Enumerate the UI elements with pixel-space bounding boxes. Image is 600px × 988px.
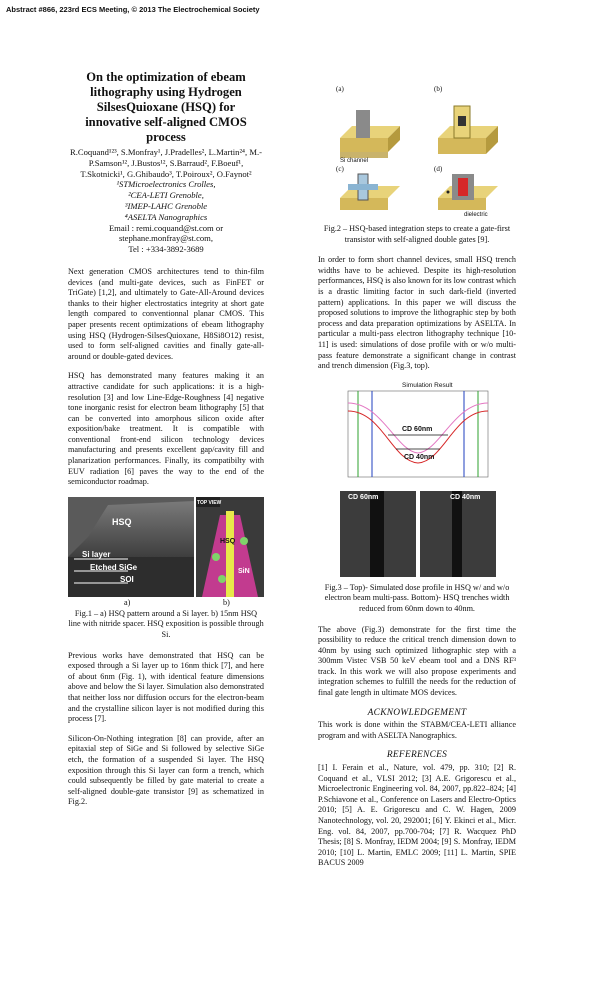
author-list: R.Coquand¹²³, S.Monfray¹, J.Pradelles², L.Martin²⁴, M.-P.Samson¹², J.Bustos¹², S.Barraud², F.Boeuf¹, T.Skotnicki¹, G.Ghibaudo³, T.Poiroux², O.Faynot² <box>70 147 262 179</box>
short-channel-paragraph: In order to form short channel devices, small HSQ trench widths have to be achieved. Despite its high-resolution performances, HSQ is also known for its low contrast which is a drastic limiting factor in such dark-field (inverted pattern) applications. In this paper we will discuss the proposed solutions to improve the lithographic step by both process and data preparation optimizations by ASELTA. In particular a multi-pass electron lithography technique [10-11] is used: simulations of dose profile with or w/o multi-pass feature demonstrate a significant change in contrast and trench dimension (Fig.3, top). <box>318 255 516 371</box>
fig2-dielectric: dielectric <box>464 212 488 218</box>
fig3-cd60-top: CD 60nm <box>402 425 433 433</box>
references-heading: REFERENCES <box>386 750 448 761</box>
affiliation-2: ²CEA-LETI Grenoble, <box>128 190 204 201</box>
fig2-panel-a: (a) <box>336 85 344 93</box>
acknowledgement-heading: ACKNOWLEDGEMENT <box>367 707 467 718</box>
figure-1-caption: Fig.1 – a) HSQ pattern around a Si layer. b) 15nm HSQ line with nitride spacer. HSQ exposition is possible through Si. <box>68 608 264 640</box>
affiliation-4: ⁴ASELTA Nanographics <box>124 211 208 222</box>
figure-2-caption: Fig.2 – HSQ-based integration steps to create a gate-first transistor with self-aligned double gates [9]. <box>323 224 511 244</box>
figure-3 <box>318 381 516 579</box>
fig2-panel-d: (d) <box>434 165 443 173</box>
figure-3-caption: Fig.3 – Top)- Simulated dose profile in HSQ w/ and w/o electron beam multi-pass. Bottom)- HSQ trenches width reduced from 60nm down to 40nm. <box>324 582 510 613</box>
figure-2-diagram <box>318 80 516 220</box>
page-header: Abstract #866, 223rd ECS Meeting, © 2013 The Electrochemical Society <box>6 5 260 14</box>
son-integration-paragraph: Silicon-On-Nothing integration [8] can provide, after an epitaxial step of SiGe and Si followed by selective SiGe etch, the formation of a suspended Si layer. The HSQ exposition through this Si layer can form a trench, which could subsequently be filled by gate material to create a self-aligned double-gate transistor [9] as schematized in Fig.2. <box>68 733 264 807</box>
fig3-cd40-top: CD 40nm <box>404 453 435 461</box>
fig3-cd60-sem: CD 60nm <box>348 493 379 501</box>
previous-works-paragraph: Previous works have demonstrated that HSQ can be exposed through a Si layer up to 16nm thick [7], and here of about 6nm (Fig. 1), with identical feature dimensions above and below the Si layer. Simulation also demonstrated that neither loss nor diffusion occurs for the electron-beam and the crystalline silicon layer is not modified during this process [7]. <box>68 650 264 724</box>
results-paragraph: The above (Fig.3) demonstrate for the first time the possibility to reduce the critical trench dimension down to 40nm by using such optimized lithographic step with a 300mm Vistec VSB 50 keV ebeam tool and a DNS RF³ track. In this work we will also propose experiments and integration schemes to fulfill the needs for the reduction of final gate length in ultimate MOS devices. <box>318 624 516 698</box>
intro-paragraph: Next generation CMOS architectures tend to thin-film devices (and multi-gate devices, such as FinFET or TriGate) [1,2], and ultimately to Gate-All-Around devices thanks to their higher electrostatics integrity at short gate length compared to conventionnal planar CMOS. This paper presents recent optimizations of ebeam lithography using HSQ (Hydrogen-SilsesQuioxane, H8Si8O12) resist, used to form self-aligned cavities and finally gate-all-around or double-gated devices. <box>68 266 264 361</box>
fig1-sub-b: b) <box>223 597 230 607</box>
hsq-features-paragraph: HSQ has demonstrated many features making it an attractive candidate for such applications: it is a high-resolution [3] and low Line-Edge-Roughness [4] negative tone inorganic resist for electron beam lithography [5] that can be converted into amorphous silicon oxide after exposition/bake treatment. It is compatible with conventional front-end silicon technology devices manufacturing and presents excellent gap/cavity fill and planarization performances. Finally, its compatibilty with EUV radiation [6] paves the way to the end of the semiconductor roadmap. <box>68 371 264 487</box>
affiliation-1: ¹STMicroelectronics Crolles, <box>116 179 216 190</box>
right-column <box>318 80 516 878</box>
references-text: [1] I. Ferain et al., Nature, vol. 479, pp. 310; [2] R. Coquand et al., VLSI 2012; [3] A.E. Grigorescu et al., Microelectronic Engineering vol. 84, 2007, pp.822–824; [4] P.Schiavone et al., Conference on Lasers and Electro-Optics 2010; [5] A. E. Grigorescu and C. W. Hagen, 2009 Nanotechnology, vol. 20, 292001; [6] Y. Ekinci et al., Micr. Eng. vol. 84, 2007, pp.700-704; [7] R. Wacquez PhD Thesis; [8] S. Monfray, IEDM 2004; [9] S. Monfray, IEDM 2010; [10] L. Martin, EMLC 2009; [11] L. Martin, SPIE BACUS 2009 <box>318 763 516 868</box>
fig2-si-channel: Si channel <box>340 158 369 164</box>
fig1-label-hsq-b: HSQ <box>220 537 236 545</box>
fig1-label-si: Si layer <box>82 549 111 559</box>
figure-2 <box>318 80 516 220</box>
fig1-sub-a: a) <box>124 597 131 607</box>
fig2-panel-c: (c) <box>336 165 344 173</box>
figure-1 <box>68 497 264 607</box>
contact-tel: Tel : +334-3892-3689 <box>128 244 204 255</box>
fig1-label-hsq: HSQ <box>112 516 132 527</box>
figure-3-sem <box>340 491 496 577</box>
fig1-label-etched: Etched SiGe <box>90 562 138 572</box>
fig1-label-sin: SiN <box>238 567 250 575</box>
paper-title: On the optimization of ebeam lithography using Hydrogen SilsesQuioxane (HSQ) for innovative self-aligned CMOS process <box>85 70 247 144</box>
acknowledgement-text: This work is done within the STABM/CEA-LETI alliance program and with ASELTA Nanographics. <box>318 720 516 740</box>
contact-email: Email : remi.coquand@st.com or stephane.monfray@st.com, <box>108 222 224 244</box>
affiliation-3: ³IMEP-LAHC Grenoble <box>124 200 208 211</box>
authors-block <box>68 147 264 255</box>
fig1-label-soi: SOI <box>120 574 134 584</box>
fig3-sim-title: Simulation Result <box>402 381 453 389</box>
fig1-label-topview: TOP VIEW <box>197 499 222 506</box>
fig2-panel-b: (b) <box>434 85 443 93</box>
fig3-cd40-sem: CD 40nm <box>450 493 481 501</box>
left-column <box>68 70 264 817</box>
